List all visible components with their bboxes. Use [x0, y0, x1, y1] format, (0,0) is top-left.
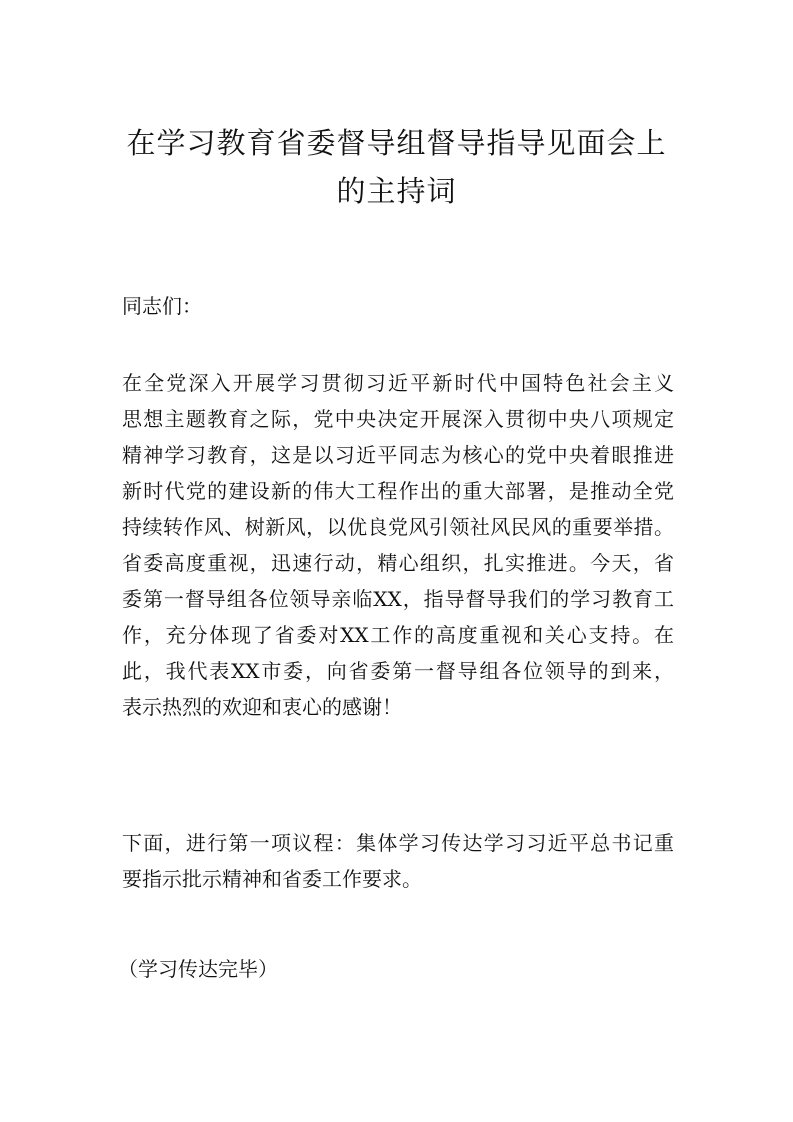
paragraph-line: 持续转作风、树新风，以优良党风引领社风民风的重要举措。 [122, 515, 674, 539]
agenda-paragraph [122, 825, 674, 897]
paragraph-line: 要指示批示精神和省委工作要求。 [122, 867, 422, 891]
paragraph-line: 表示热烈的欢迎和衷心的感谢！ [122, 695, 402, 719]
salutation-text: 同志们： [122, 294, 202, 318]
document-title-line-2: 的主持词 [336, 174, 457, 208]
paragraph-line: 新时代党的建设新的伟大工程作出的重大部署，是推动全党 [122, 479, 674, 503]
paragraph-line: 精神学习教育，这是以习近平同志为核心的党中央着眼推进 [122, 443, 674, 467]
paragraph-line: 委第一督导组各位领导亲临XX，指导督导我们的学习教育工 [122, 587, 674, 611]
document-title-line-1: 在学习教育省委督导组督导指导见面会上 [126, 126, 667, 160]
stage-note-text: （学习传达完毕） [118, 957, 278, 981]
paragraph-line: 作，充分体现了省委对XX工作的高度重视和关心支持。在 [122, 623, 674, 647]
paragraph-line: 下面，进行第一项议程：集体学习传达学习习近平总书记重 [122, 831, 674, 855]
paragraph-line: 在全党深入开展学习贯彻习近平新时代中国特色社会主义 [122, 371, 674, 395]
salutation [122, 288, 674, 324]
opening-paragraph [122, 365, 674, 725]
stage-note [118, 951, 670, 987]
paragraph-line: 省委高度重视，迅速行动，精心组织，扎实推进。今天，省 [122, 551, 674, 575]
paragraph-line: 此，我代表XX市委，向省委第一督导组各位领导的到来， [122, 659, 674, 683]
paragraph-line: 思想主题教育之际，党中央决定开展深入贯彻中央八项规定 [122, 407, 674, 431]
